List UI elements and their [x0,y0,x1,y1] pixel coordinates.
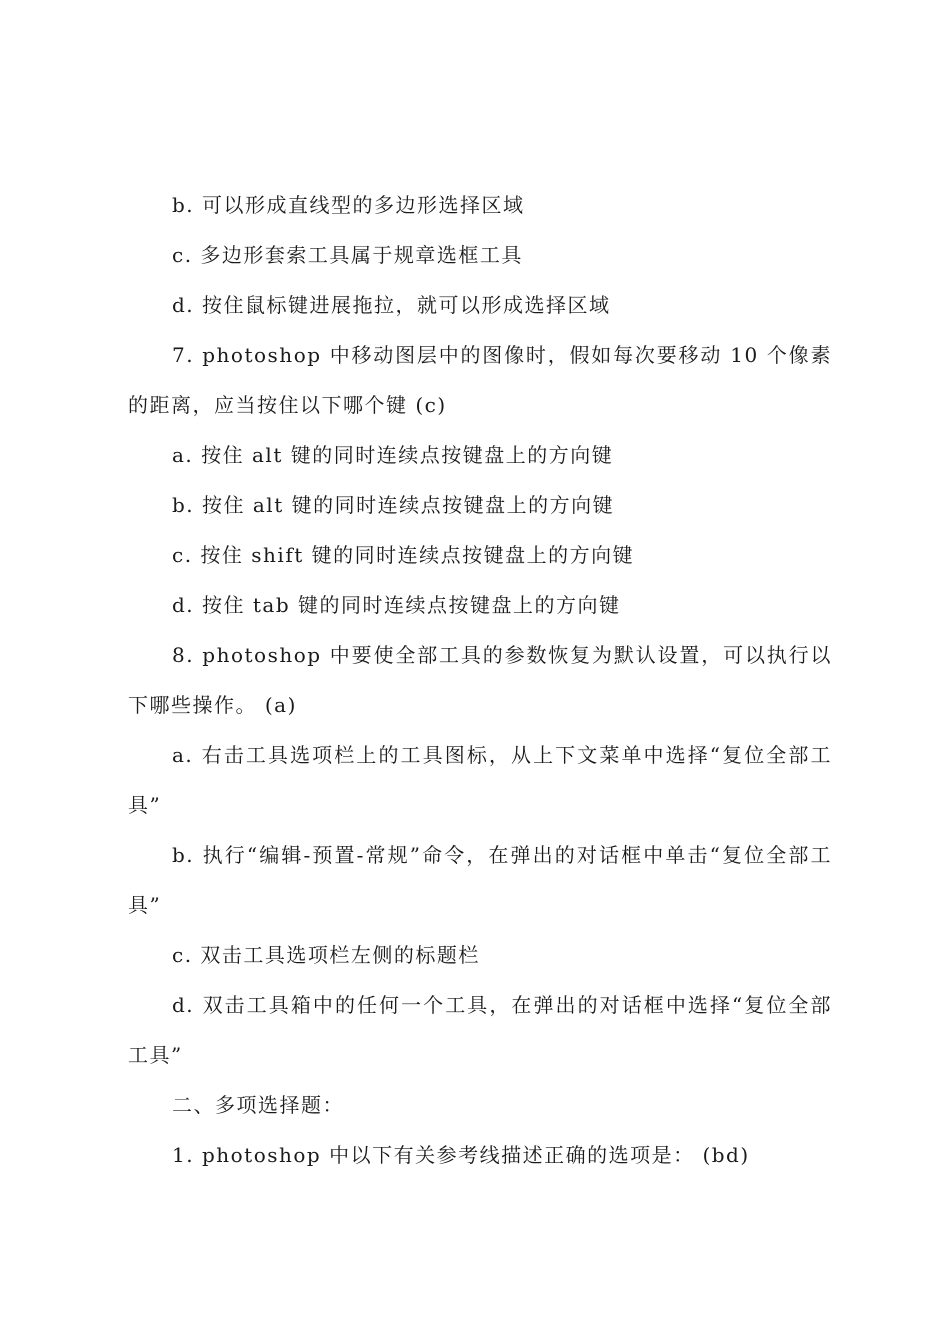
question-8-option-c: c. 双击工具选项栏左侧的标题栏 [172,943,480,967]
option-d-drag-selection: d. 按住鼠标键进展拖拉，就可以形成选择区域 [172,293,611,317]
question-8-option-d: d. 双击工具箱中的任何一个工具，在弹出的对话框中选择“复位全部工具” [128,993,832,1067]
multiple-choice-question-1: 1. photoshop 中以下有关参考线描述正确的选项是： (bd) [172,1143,750,1167]
option-b-polygon-selection: b. 可以形成直线型的多边形选择区域 [172,193,525,217]
question-8: 8. photoshop 中要使全部工具的参数恢复为默认设置，可以执行以下哪些操作。 (a) [128,643,832,717]
question-7-option-d: d. 按住 tab 键的同时连续点按键盘上的方向键 [172,593,621,617]
question-7-option-c: c. 按住 shift 键的同时连续点按键盘上的方向键 [172,543,635,567]
question-7-option-b: b. 按住 alt 键的同时连续点按键盘上的方向键 [172,493,615,517]
question-7-option-a: a. 按住 alt 键的同时连续点按键盘上的方向键 [172,443,614,467]
option-c-polygon-lasso: c. 多边形套索工具属于规章选框工具 [172,243,523,267]
question-8-option-a: a. 右击工具选项栏上的工具图标，从上下文菜单中选择“复位全部工具” [128,743,832,817]
section-heading-multiple-choice: 二、多项选择题： [172,1093,344,1117]
question-7: 7. photoshop 中移动图层中的图像时，假如每次要移动 10 个像素的距离，应当按住以下哪个键 (c) [128,343,832,417]
question-8-option-b: b. 执行“编辑-预置-常规”命令，在弹出的对话框中单击“复位全部工具” [128,843,832,917]
